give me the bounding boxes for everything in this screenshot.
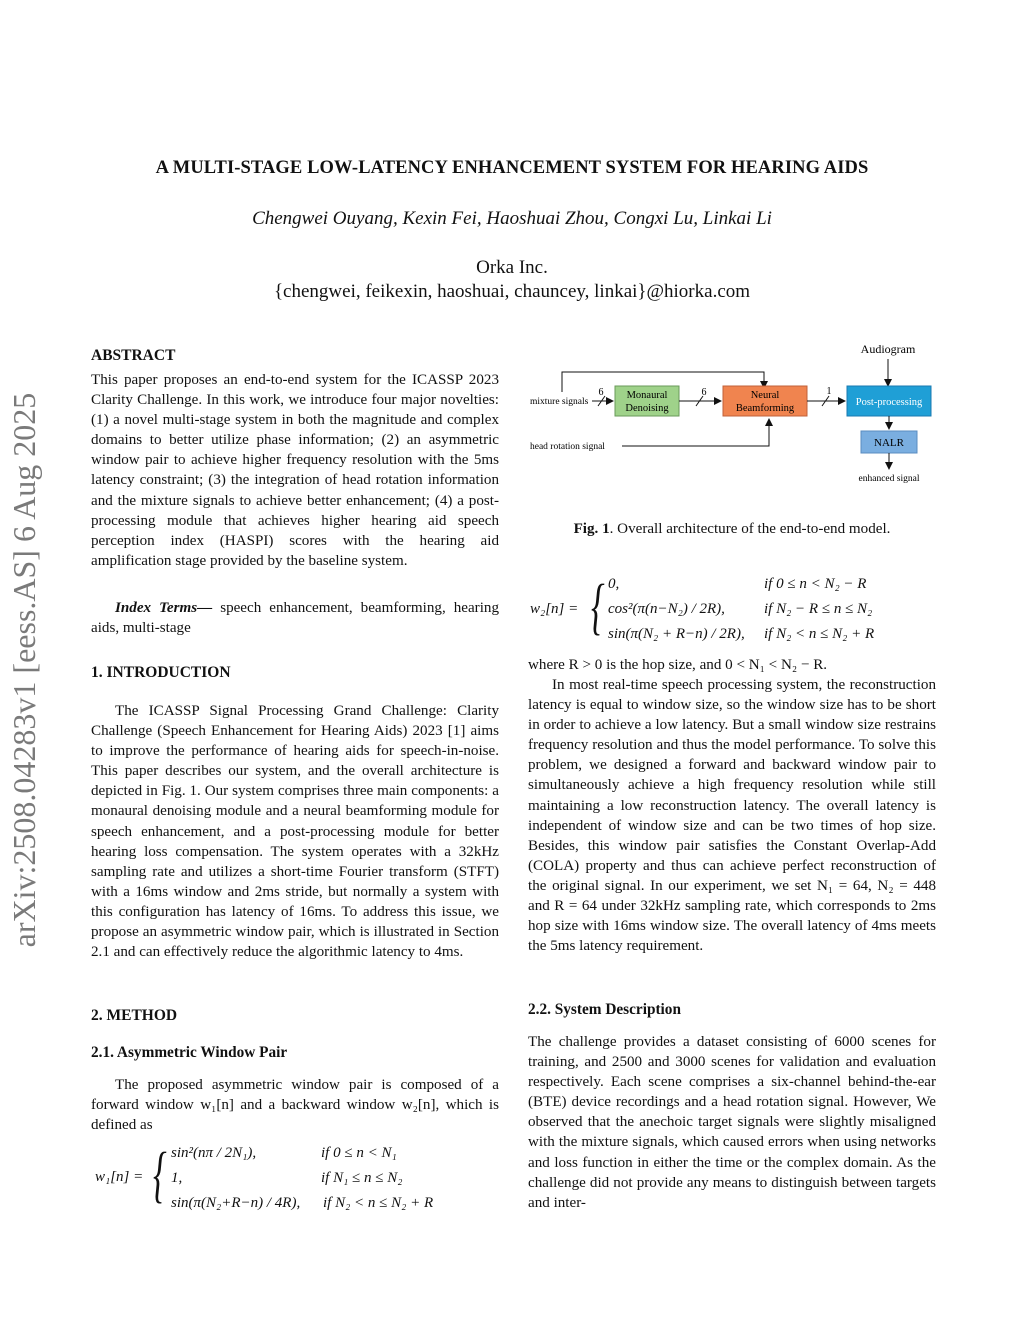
intro-text: The ICASSP Signal Processing Grand Challenge: Clarity Challenge (Speech Enhancement for Hearing Aids) 2023 [1] aims to improve the performance of hearing aids for speech-in-noise. This paper describes our system, and the overall architecture is depicted in Fig. 1. Our system comprises three main components: a monaural denoising module and a neural beamforming module for speech enhancement, and a post-processing module for better hearing loss compensation. The system operates with a 32kHz sampling rate and utilizes a short-time Fourier transform (STFT) with a 16ms window and 2ms stride, but normally a system with this configuration has latency of 16ms. To address this issue, we propose an asymmetric window pair, which is illustrated in Section 2.1 and can effectively reduce the algorithmic latency to 4ms. [91,703,499,961]
neural-label-2: Beamforming [735,403,795,414]
channel-count-6b: 6 [701,387,707,398]
eq1-row2: 1, [171,1170,183,1186]
paper-title: A MULTI-STAGE LOW-LATENCY ENHANCEMENT SYSTEM FOR HEARING AIDS [155,158,869,178]
channel-count-6a: 6 [598,387,604,398]
email-addresses: {chengwei, feikexin, haoshuai, chauncey, linkai}@hiorka.com [273,281,751,302]
eq2-row1: 0, [608,576,620,592]
nalr-label: NALR [874,437,904,449]
subsection-2-2-text: The challenge provides a dataset consisting of 6000 scenes for training, and 2500 and 3000 scenes for validation and evaluation respectively. Each scene comprises a six-channel behind-the-ear (BTE) device recordings and a head rotation signal. However, We observed that the anechoic target signals were slightly misaligned with the mixture signals, which caused errors when using networks and loss function in either the time or the complex domain. As the challenge did not provide any means to distinguish between targets and inter- [528,1034,936,1211]
eq1-lhs: w₁[n] = [95,1169,144,1185]
affiliation: Orka Inc. [476,257,548,278]
monaural-label-1: Monaural [626,390,668,401]
figure-caption-label: Fig. 1 [573,521,610,537]
eq1-row1: sin²(nπ / 2N₁), [171,1145,257,1161]
subsection-2-1-text: The proposed asymmetric window pair is composed of a forward window w₁[n] and a backward window w₂[n], which is defined as [91,1077,499,1134]
monaural-label-2: Denoising [625,403,669,414]
eq2-row2: cos²(π(n−N₂) / 2R), [608,601,725,617]
head-rotation-arrow [622,419,769,446]
eq1-row3: sin(π(N₂+R−n) / 4R), [171,1195,301,1211]
eq1-row3-cond: if N₂ < n ≤ N₂ + R [323,1195,434,1211]
abstract-text: This paper proposes an end-to-end system for the ICASSP 2023 Clarity Challenge. In this work, we introduce four major novelties: (1) a novel multi-stage system in both the magnitude and complex domains to better utilize phase information; (2) an asymmetric window pair to achieve higher frequency resolution with the 5ms latency constraint; (3) the integration of head rotation information and the mixture signals to achieve better enhancement; (4) a post-processing module that achieves higher hearing aid speech perception index (HASPI) scores with the hearing aid amplification stage provided by the baseline system. [91,372,499,569]
window-where-text: where R > 0 is the hop size, and 0 < N₁ < N₂ − R. [528,657,828,673]
eq1-row1-cond: if 0 ≤ n < N₁ [321,1145,397,1161]
equation-w2 [528,574,936,650]
method-heading: 2. METHOD [91,1007,178,1024]
subsection-2-1-heading: 2.1. Asymmetric Window Pair [91,1044,288,1061]
author-list: Chengwei Ouyang, Kexin Fei, Haoshuai Zhou, Congxi Lu, Linkai Li [252,208,772,229]
index-terms-text: speech enhancement, beamforming, hearing aids, multi-stage [91,600,499,637]
intro-heading: 1. INTRODUCTION [91,664,231,681]
index-terms [91,598,499,638]
eq2-lhs: w₂[n] = [530,601,579,617]
eq2-row3: sin(π(N₂ + R−n) / 2R), [608,626,745,642]
figure-caption [528,521,936,538]
arxiv-stamp: arXiv:2508.04283v1 [eess.AS] 6 Aug 2025 [6,392,42,948]
equation-w1 [91,1140,499,1220]
audiogram-label: Audiogram [860,342,916,356]
post-processing-label: Post-processing [855,397,923,408]
enhanced-signal-label: enhanced signal [858,474,920,484]
index-terms-label: Index Terms— [115,600,213,616]
figure-caption-text: . Overall architecture of the end-to-end model. [609,521,891,537]
eq2-row1-cond: if 0 ≤ n < N₂ − R [764,576,867,592]
eq2-brace: { [591,573,605,641]
head-rotation-label: head rotation signal [530,442,605,452]
eq1-brace: { [153,1141,167,1209]
channel-count-1: 1 [826,386,832,397]
subsection-2-2-heading: 2.2. System Description [528,1001,681,1018]
eq1-row2-cond: if N₁ ≤ n ≤ N₂ [321,1170,403,1186]
latency-paragraph: In most real-time speech processing system, the reconstruction latency is equal to window size, so the window size has to be short in order to achieve a low latency. But a small window size restrains frequency resolution and thus the model performance. To solve this problem, we designed a forward and backward window pair to simultaneously achieve a high frequency resolution while still maintaining a low reconstruction latency. The overall latency is independent of window size and can be two times of hop size. Besides, this window pair satisfies the Constant Overlap-Add (COLA) property and thus can achieve perfect reconstruction of the original signal. In our experiment, we set N₁ = 64, N₂ = 448 and R = 64 under 32kHz sampling rate, which corresponds to 2ms hop size with 16ms window size. The overall latency of 4ms meets the 5ms latency requirement. [528,677,936,955]
neural-label-1: Neural [750,390,780,401]
affiliation-block [0,256,1024,304]
abstract-heading: ABSTRACT [91,347,176,364]
architecture-diagram [528,340,936,490]
eq2-row3-cond: if N₂ < n ≤ N₂ + R [764,626,875,642]
mixture-signals-label: mixture signals [530,397,589,407]
eq2-row2-cond: if N₂ − R ≤ n ≤ N₂ [764,601,873,617]
